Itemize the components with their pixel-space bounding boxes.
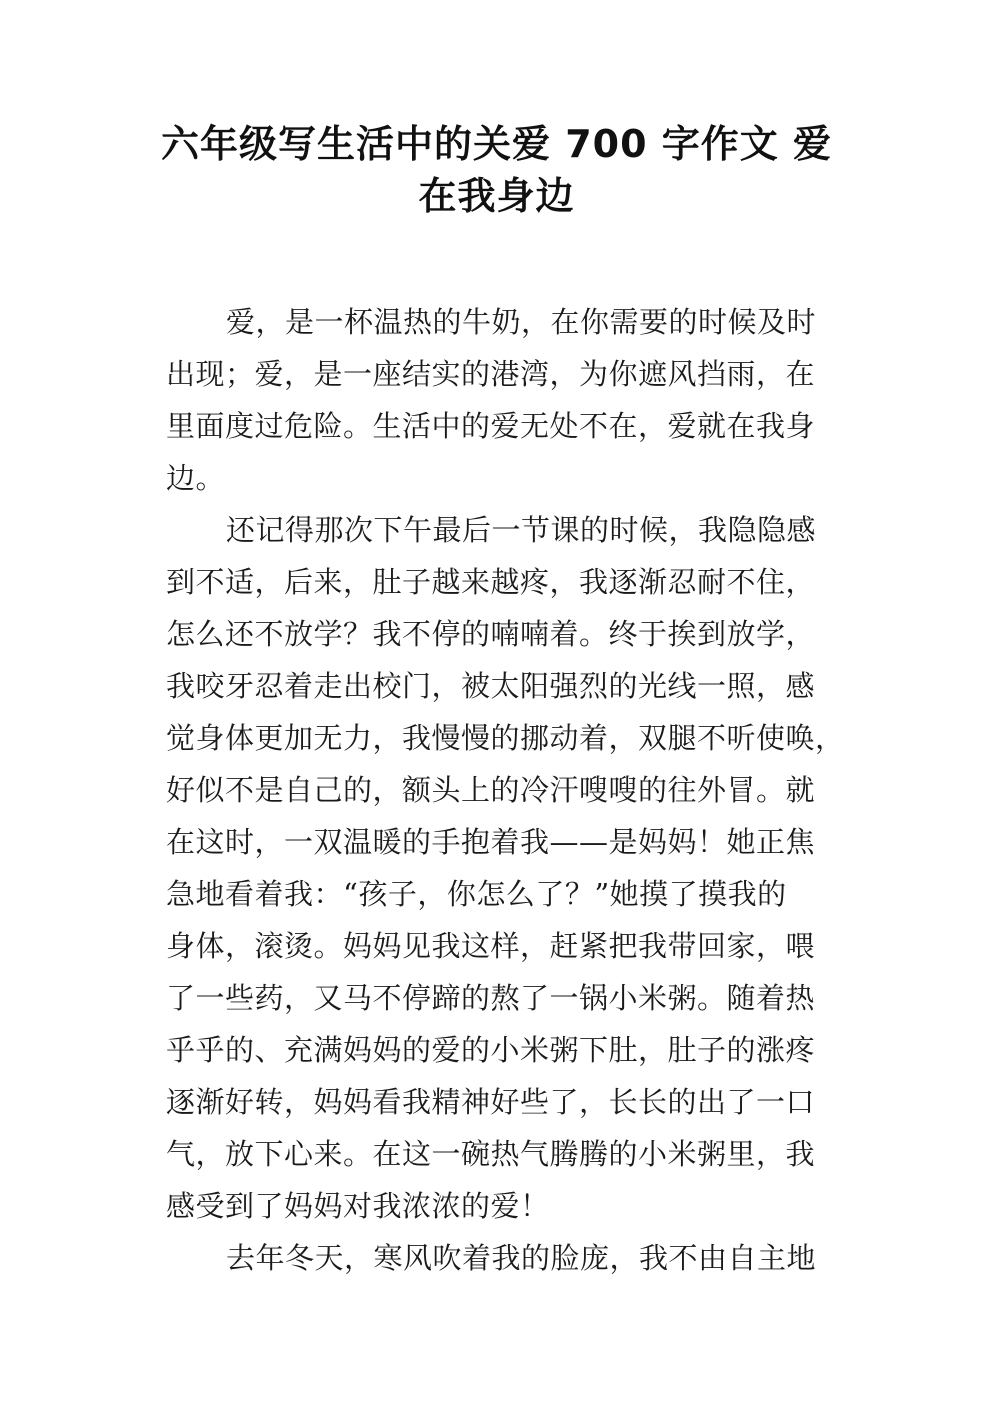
text-line: 边。 <box>166 461 226 495</box>
text-line: 去年冬天，寒风吹着我的脸庞，我不由自主地 <box>226 1241 817 1275</box>
text-line: 觉身体更加无力，我慢慢的挪动着，双腿不听使唤， <box>166 721 845 755</box>
document-title <box>120 118 873 222</box>
text-line: 我咬牙忍着走出校门，被太阳强烈的光线一照，感 <box>166 669 816 703</box>
title-line-2: 在我身边 <box>418 174 575 218</box>
text-line: 还记得那次下午最后一节课的时候，我隐隐感 <box>226 513 817 547</box>
text-line: 逐渐好转，妈妈看我精神好些了，长长的出了一口 <box>166 1085 816 1119</box>
text-line: 在这时，一双温暖的手抱着我——是妈妈！她正焦 <box>166 825 816 859</box>
text-line: 气，放下心来。在这一碗热气腾腾的小米粥里，我 <box>166 1137 816 1171</box>
text-line: 爱，是一杯温热的牛奶，在你需要的时候及时 <box>226 305 817 339</box>
text-line: 急地看着我：“孩子，你怎么了？”她摸了摸我的 <box>166 877 787 911</box>
text-line: 身体，滚烫。妈妈见我这样，赶紧把我带回家，喂 <box>166 929 816 963</box>
text-line: 出现；爱，是一座结实的港湾，为你遮风挡雨，在 <box>166 357 816 391</box>
text-line: 感受到了妈妈对我浓浓的爱！ <box>166 1189 550 1223</box>
text-line: 怎么还不放学？我不停的喃喃着。终于挨到放学， <box>166 617 816 651</box>
text-line: 里面度过危险。生活中的爱无处不在，爱就在我身 <box>166 409 816 443</box>
text-line: 了一些药，又马不停蹄的熬了一锅小米粥。随着热 <box>166 981 816 1015</box>
text-line: 到不适，后来，肚子越来越疼，我逐渐忍耐不住， <box>166 565 816 599</box>
title-line-1: 六年级写生活中的关爱 700 字作文 爱 <box>160 122 832 166</box>
text-line: 好似不是自己的，额头上的冷汗嗖嗖的往外冒。就 <box>166 773 816 807</box>
text-line: 乎乎的、充满妈妈的爱的小米粥下肚，肚子的涨疼 <box>166 1033 816 1067</box>
